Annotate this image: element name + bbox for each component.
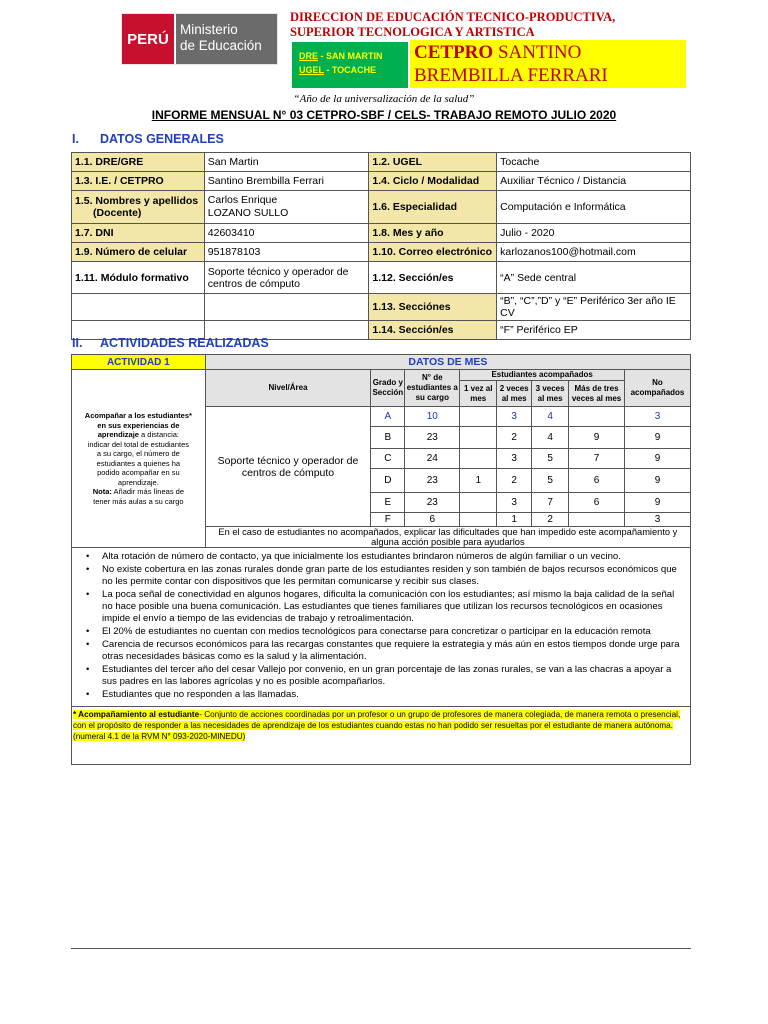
cell-3veces: 2 [532,513,569,527]
cell-num: 6 [405,513,460,527]
difficulties-list-cell [72,548,691,707]
datos-mes-title: DATOS DE MES [205,355,690,370]
section-actividades [72,336,269,350]
label-mes: 1.8. Mes y año [369,224,497,243]
value-celular: 951878103 [204,243,369,262]
ministerio-logo [122,14,277,64]
desc-line: podido acompañar en su [97,468,180,477]
section-title: DATOS GENERALES [100,132,224,146]
cell-3veces: 7 [532,493,569,513]
definition-text [73,710,680,741]
definition-label: * Acompañamiento al estudiante [73,710,200,719]
header-3veces: 3 veces al mes [532,381,569,407]
desc-text: Añadir más líneas de [111,487,185,496]
cell-num: 23 [405,469,460,493]
dre-line [299,49,408,63]
header-nivel-area: Nivel/Área [205,370,371,407]
value-modulo-line1: Soporte técnico y operador de [207,265,349,278]
desc-line: estudiantes a quienes ha [96,458,181,468]
value-nombres-line2: LOZANO SULLO [207,207,289,219]
cell-no-acomp: 3 [624,513,690,527]
table-row [72,172,691,191]
cell-2veces: 3 [497,449,532,469]
desc-line: aprendizaje. [117,477,159,487]
value-modulo-line2: centros de cómputo [207,277,300,290]
ugel-line [299,63,408,77]
value-especialidad: Computación e Informática [497,191,691,224]
table-row [72,224,691,243]
cell-no-acomp: 9 [624,469,690,493]
empty-cell [72,294,205,321]
ugel-label: UGEL [299,65,324,75]
cell-seccion: D [371,469,405,493]
header-mas-tres: Más de tres veces al mes [569,381,625,407]
cell-2veces: 1 [497,513,532,527]
cetpro-name-part1: SANTINO [493,42,582,63]
cell-mas-tres: 6 [569,493,625,513]
cell-no-acomp: 3 [624,407,690,427]
ministerio-logo-text [176,14,277,64]
peru-logo-text: PERÚ [122,14,174,64]
table-row [72,370,691,381]
cell-3veces: 5 [532,449,569,469]
table-row [72,707,691,765]
empty-cell [204,294,369,321]
cell-1vez [460,407,497,427]
desc-text: aprendizaje [97,430,139,439]
label-celular: 1.9. Número de celular [72,243,205,262]
desc-line [78,411,199,421]
ministerio-line2: de Educación [180,38,262,53]
cell-num: 23 [405,427,460,449]
activity-title: ACTIVIDAD 1 [72,355,206,370]
table-row [72,355,691,370]
label-ie: 1.3. I.E. / CETPRO [72,172,205,191]
value-correo: karlozanos100@hotmail.com [497,243,691,262]
label-secciones-113: 1.13. Secciónes [369,294,497,321]
cell-2veces: 3 [497,493,532,513]
label-nombres [72,191,205,224]
cell-2veces: 3 [497,407,532,427]
header-no-acompanados: No acompañados [624,370,690,407]
cell-seccion: E [371,493,405,513]
cetpro-box [410,40,686,88]
cell-1vez [460,449,497,469]
label-correo: 1.10. Correo electrónico [369,243,497,262]
cell-1vez [460,513,497,527]
definition-cell [72,707,691,765]
value-nombres [204,191,369,224]
cell-no-acomp: 9 [624,427,690,449]
cetpro-line1 [414,41,686,64]
label-modulo: 1.11. Módulo formativo [72,262,205,294]
header-num-estudiantes: N° de estudiantes a su cargo [405,370,460,407]
label-nombres-line1: 1.5. Nombres y apellidos [75,195,199,207]
cell-mas-tres: 6 [569,469,625,493]
value-seccion-114: “F” Periférico EP [497,321,691,340]
desc-line [78,430,199,440]
value-dni: 42603410 [204,224,369,243]
value-seccion-112: “A” Sede central [497,262,691,294]
cell-num: 10 [405,407,460,427]
cell-2veces: 2 [497,427,532,449]
ministerio-line1: Ministerio [180,22,238,37]
desc-text: Nota: [92,487,112,496]
difficulties-list [86,551,684,701]
cell-3veces: 4 [532,407,569,427]
header-line1: DIRECCION DE EDUCACIÓN TECNICO-PRODUCTIVA, [290,10,616,24]
value-ugel: Tocache [497,153,691,172]
cell-num: 24 [405,449,460,469]
cell-2veces: 2 [497,469,532,493]
cell-seccion: B [371,427,405,449]
no-acompanados-note: En el caso de estudiantes no acompañados, explicar las dificultades que han impedido este acompañamiento y alguna acción posible para ayudarlos [205,527,690,548]
desc-line: indicar del total de estudiantes [87,439,190,449]
definition-body: - Conjunto de acciones coordinadas por un profesor o un grupo de profesores de manera colegiada, de manera remota o presencial, con el propósito de responder a las necesidades de aprendizaje de los estudiantes cuando estas no han podido ser resueltas por el estudiante de manera autónoma. (numeral 4.1 de la RVM N° 093-2020-MINEDU) [73,710,681,741]
value-dre: San Martin [204,153,369,172]
list-item: • Estudiantes del tercer año del cesar Vallejo por convenio, en un gran porcentaje de las zonas rurales, se van a las chacras a apoyar a sus padres en las labores agrícolas y no es posible acompañarlos. [86,664,684,688]
label-seccion-112: 1.12. Sección/es [369,262,497,294]
list-item: • La poca señal de conectividad en algunos hogares, dificulta la comunicación con los estudiantes; así mismo la baja calidad de la señal no hace posible una buena comunicación. Las estudiantes que tienes familiares que utilizan los recursos tecnológicos en ocasiones impide el envío a tiempo de las evidencias de trabajo y retroalimentación. [86,589,684,625]
area-cell: Soporte técnico y operador de centros de cómputo [205,407,371,527]
cell-seccion: A [371,407,405,427]
header-1vez: 1 vez al mes [460,381,497,407]
cell-mas-tres: 9 [569,427,625,449]
label-ciclo: 1.4. Ciclo / Modalidad [369,172,497,191]
activity-description [72,370,206,548]
cell-mas-tres [569,407,625,427]
cell-num: 23 [405,493,460,513]
section-title: ACTIVIDADES REALIZADAS [100,336,269,350]
general-data-table [71,152,691,340]
value-mes: Julio - 2020 [497,224,691,243]
desc-line: a su cargo, el número de [96,449,180,458]
value-ie: Santino Brembilla Ferrari [204,172,369,191]
table-row [72,191,691,224]
desc-line: tener más aulas a su cargo [93,496,184,506]
cell-3veces: 5 [532,469,569,493]
header-line2: SUPERIOR TECNOLOGICA Y ARTISTICA [290,25,535,39]
label-dre: 1.1. DRE/GRE [72,153,205,172]
list-item: • El 20% de estudiantes no cuentan con medios tecnológicos para conectarse para concretizar o participar en la educación remota [86,626,684,638]
cell-mas-tres [569,513,625,527]
dre-label: DRE [299,51,319,61]
desc-text: en sus experiencias de [97,420,180,430]
desc-text: Acompañar a los estudiantes* [84,411,192,420]
list-item: • Alta rotación de número de contacto, ya que inicialmente los estudiantes brindaron números de algún familiar o un vecino. [86,551,684,563]
value-ciclo: Auxiliar Técnico / Distancia [497,172,691,191]
cell-no-acomp: 9 [624,493,690,513]
ugel-value: - TOCACHE [323,65,377,75]
dre-value: - SAN MARTIN [318,51,383,61]
label-seccion-114: 1.14. Sección/es [369,321,497,340]
section-datos-generales [72,132,224,146]
cetpro-label: CETPRO [414,42,494,63]
label-especialidad: 1.6. Especialidad [369,191,497,224]
value-nombres-line1: Carlos Enrique [207,194,278,206]
cell-1vez [460,427,497,449]
table-row [72,294,691,321]
list-item: • Estudiantes que no responden a las llamadas. [86,689,684,701]
section-number: I. [72,132,79,146]
cetpro-line2: BREMBILLA FERRARI [414,65,608,86]
footer-divider [71,948,691,949]
cell-3veces: 4 [532,427,569,449]
year-motto: “Año de la universalización de la salud” [293,93,475,105]
header-grado: Grado y Sección [371,370,405,407]
table-row [72,243,691,262]
label-nombres-line2: (Docente) [93,207,142,219]
label-dni: 1.7. DNI [72,224,205,243]
desc-line [78,421,199,431]
cell-seccion: C [371,449,405,469]
activities-table [71,354,691,765]
table-row [72,548,691,707]
cell-mas-tres: 7 [569,449,625,469]
section-number: II. [72,336,83,350]
value-modulo [204,262,369,294]
header-2veces: 2 veces al mes [497,381,532,407]
desc-text: a distancia: [138,430,179,439]
cell-seccion: F [371,513,405,527]
label-ugel: 1.2. UGEL [369,153,497,172]
list-item: • No existe cobertura en las zonas rurales donde gran parte de los estudiantes residen y son también de bajos recursos económicos que no les permite contar con dispositivos que les permitan comunicarse y recibir sus clases. [86,564,684,588]
value-secciones-113: “B”, “C”,”D” y “E” Periférico 3er año IE CV [497,294,691,321]
table-row [72,262,691,294]
cell-1vez: 1 [460,469,497,493]
cell-no-acomp: 9 [624,449,690,469]
table-row [72,153,691,172]
header-acompanados: Estudiantes acompañados [460,370,625,381]
report-title: INFORME MENSUAL N° 03 CETPRO-SBF / CELS- TRABAJO REMOTO JULIO 2020 [151,108,617,122]
desc-line [78,487,199,497]
dre-ugel-box [292,42,408,88]
cell-1vez [460,493,497,513]
list-item: • Carencia de recursos económicos para las recargas constantes que requiere la estrategia y más aún en estos tiempos donde urge para otras necesidades básicas como es la salud y la alimentación. [86,639,684,663]
